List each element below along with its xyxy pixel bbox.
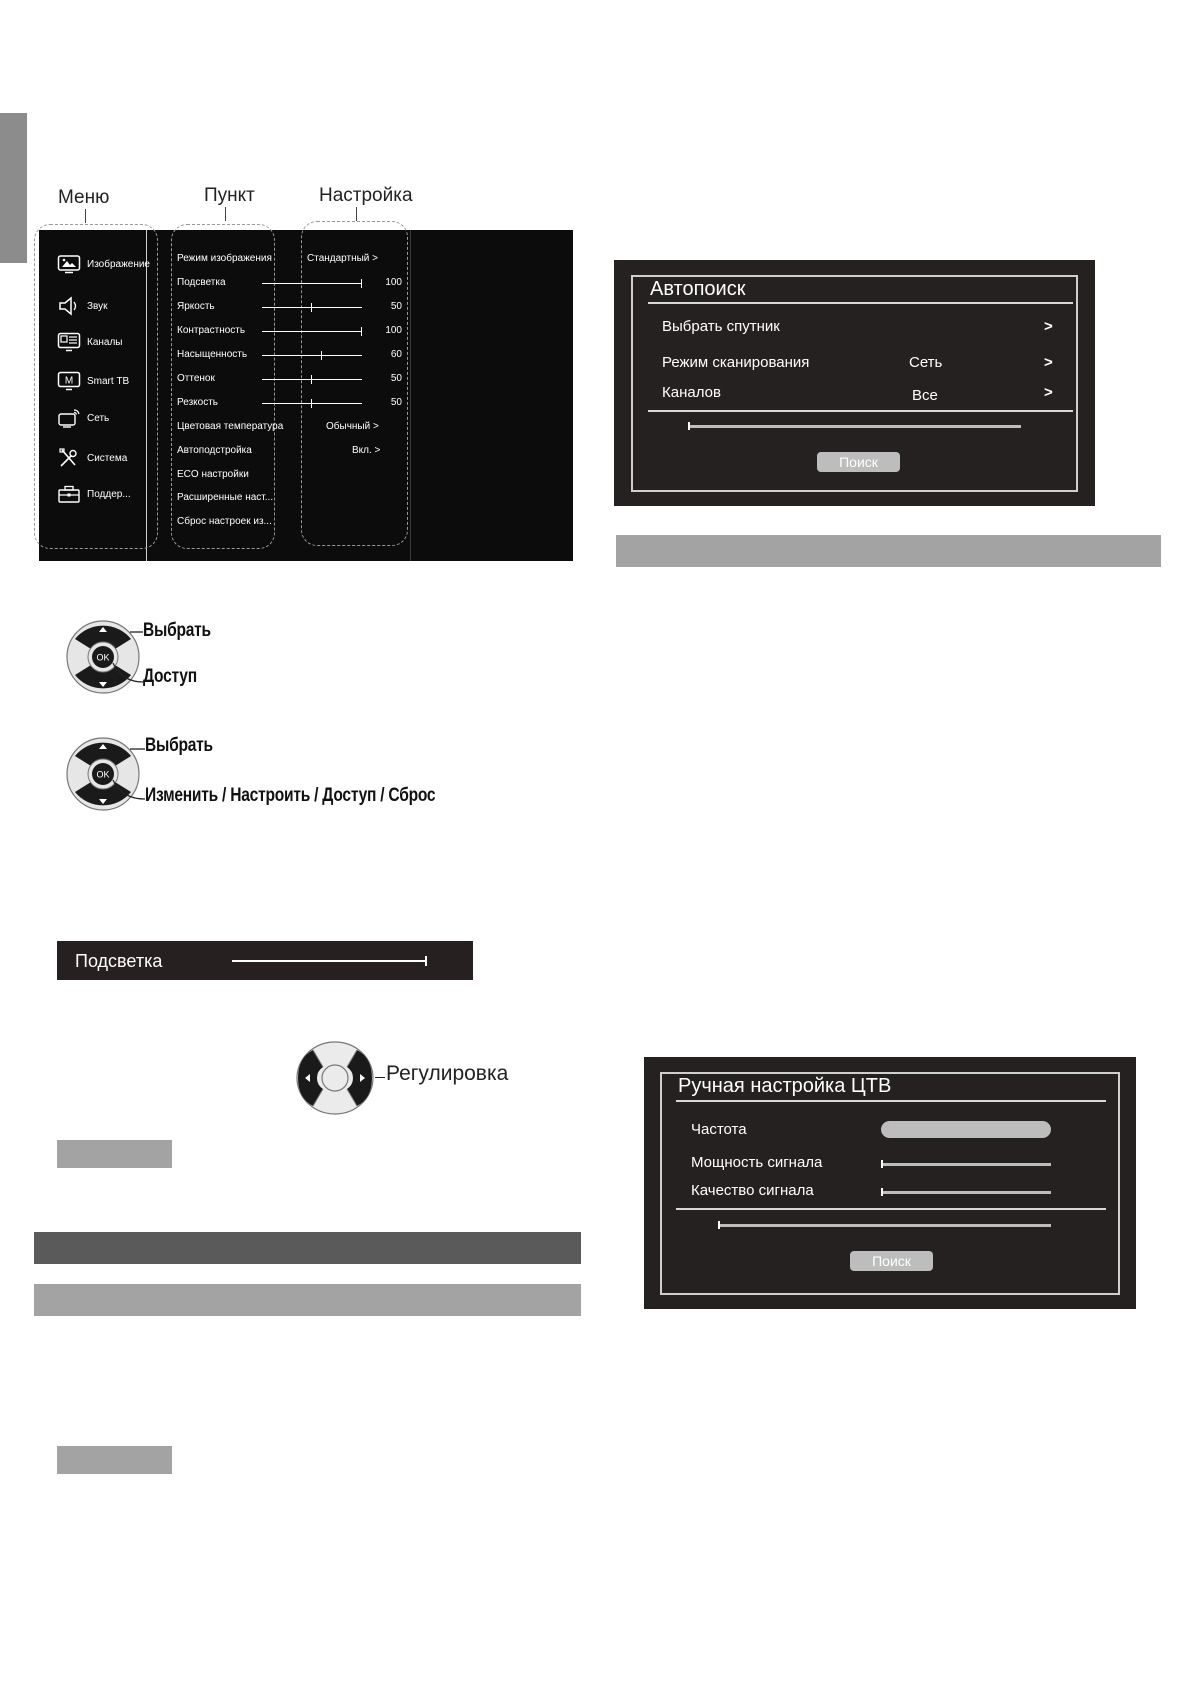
setting-row-tint[interactable] xyxy=(177,373,402,393)
dialog-title: Ручная настройка ЦТВ xyxy=(678,1075,892,1097)
menu-item-label: Поддер... xyxy=(87,488,131,500)
dtv-row-signal-quality xyxy=(644,1182,1136,1206)
row-label: Качество сигнала xyxy=(691,1182,814,1199)
channels-icon xyxy=(57,332,81,352)
setting-option[interactable]: Вкл. > xyxy=(352,445,381,456)
setting-label: Насыщенность xyxy=(177,349,248,360)
setting-row-brightness[interactable] xyxy=(177,301,402,321)
setting-label: Расширенные наст... xyxy=(177,492,274,503)
setting-label: Оттенок xyxy=(177,373,215,384)
tools-icon xyxy=(57,448,81,468)
bar-start-marker xyxy=(881,1188,883,1196)
callout-menu-line xyxy=(85,209,86,223)
setting-slider[interactable] xyxy=(262,307,362,308)
callout-setting-line xyxy=(356,207,357,221)
autosearch-row-channels[interactable] xyxy=(614,384,1095,408)
callout-item-line xyxy=(225,207,226,221)
svg-text:OK: OK xyxy=(96,652,110,663)
row-label: Мощность сигнала xyxy=(691,1154,823,1171)
setting-row-picture-mode[interactable] xyxy=(177,253,402,273)
adjust-leader-line xyxy=(375,1077,385,1078)
autosearch-row-satellite[interactable] xyxy=(614,318,1095,342)
autosearch-dialog xyxy=(614,260,1095,506)
menu-item-smart-tv[interactable] xyxy=(57,367,129,395)
autosearch-row-scan-mode[interactable] xyxy=(614,354,1095,378)
callout-setting: Настройка xyxy=(319,185,413,206)
grey-heading-bar xyxy=(57,1140,172,1168)
chevron-right-icon[interactable]: > xyxy=(1044,354,1053,371)
search-progress-bar xyxy=(718,1224,1051,1227)
dpad-left-right-icon xyxy=(295,1040,375,1116)
setting-value: 50 xyxy=(390,373,402,384)
setting-label: Цветовая температура xyxy=(177,421,284,432)
title-underline xyxy=(648,302,1073,304)
title-underline xyxy=(676,1100,1106,1102)
menu-item-channels[interactable] xyxy=(57,328,123,356)
setting-row-auto-adjust[interactable] xyxy=(177,445,402,465)
setting-slider[interactable] xyxy=(262,355,362,356)
setting-value: 50 xyxy=(390,301,402,312)
backlight-adjust-bar xyxy=(57,941,473,980)
setting-label: Сброс настроек из... xyxy=(177,516,272,527)
svg-text:OK: OK xyxy=(96,769,110,780)
setting-label: Подсветка xyxy=(177,277,226,288)
menu-item-support[interactable] xyxy=(57,480,131,508)
menu-item-sound[interactable] xyxy=(57,292,108,320)
progress-start-marker xyxy=(718,1221,720,1229)
menu-item-picture[interactable] xyxy=(57,250,150,278)
dark-section-bar xyxy=(34,1232,581,1264)
menu-item-label: Сеть xyxy=(87,412,110,424)
dialog-title: Автопоиск xyxy=(650,278,746,300)
setting-row-color-temperature[interactable] xyxy=(177,421,402,441)
frequency-input[interactable] xyxy=(881,1121,1051,1138)
pad-1-access-label: Доступ xyxy=(143,666,197,687)
setting-label: Контрастность xyxy=(177,325,246,336)
pad-1-select-label: Выбрать xyxy=(143,620,211,641)
setting-value: 100 xyxy=(385,325,402,336)
menu-item-label: Каналы xyxy=(87,336,123,348)
slider-knob[interactable] xyxy=(311,303,313,312)
manual-dtv-dialog xyxy=(644,1057,1136,1309)
progress-start-marker xyxy=(688,422,690,430)
support-toolbox-icon xyxy=(57,484,81,504)
setting-slider[interactable] xyxy=(262,283,362,284)
menu-item-label: Система xyxy=(87,452,128,464)
osd-main-menu xyxy=(39,230,573,561)
grey-section-bar-right xyxy=(616,535,1161,567)
picture-icon xyxy=(57,254,81,274)
slider-knob[interactable] xyxy=(321,351,323,360)
setting-slider[interactable] xyxy=(262,379,362,380)
pad-2-change-label: Изменить / Настроить / Доступ / Сброс xyxy=(145,785,436,806)
setting-row-eco[interactable] xyxy=(177,469,402,489)
row-label: Режим сканирования xyxy=(662,354,810,371)
dtv-row-signal-strength xyxy=(644,1154,1136,1178)
backlight-knob[interactable] xyxy=(425,956,427,966)
setting-value: 100 xyxy=(385,277,402,288)
backlight-slider[interactable] xyxy=(232,960,427,962)
menu-item-label: Звук xyxy=(87,300,108,312)
row-value[interactable]: Сеть xyxy=(909,354,943,371)
row-label: Каналов xyxy=(662,384,721,401)
setting-option[interactable]: Обычный > xyxy=(326,421,379,432)
network-icon xyxy=(57,408,81,428)
chevron-right-icon[interactable]: > xyxy=(1044,384,1053,401)
setting-label: Яркость xyxy=(177,301,215,312)
search-button[interactable]: Поиск xyxy=(850,1251,933,1271)
setting-option[interactable]: Стандартный > xyxy=(307,253,379,264)
smart-tv-icon xyxy=(57,371,81,391)
backlight-label: Подсветка xyxy=(75,951,163,971)
signal-quality-bar xyxy=(881,1191,1051,1194)
callout-menu: Меню xyxy=(58,187,110,208)
menu-item-system[interactable] xyxy=(57,444,127,472)
row-value[interactable]: Все xyxy=(912,387,938,404)
pad-1-leader-lines xyxy=(110,620,144,695)
setting-row-reset[interactable] xyxy=(177,516,402,536)
setting-row-saturation[interactable] xyxy=(177,349,402,369)
menu-item-label: Smart ТВ xyxy=(87,375,130,387)
grey-section-bar xyxy=(34,1284,581,1316)
dtv-row-frequency[interactable] xyxy=(644,1121,1136,1145)
setting-label: Автоподстройка xyxy=(177,445,252,456)
setting-row-backlight[interactable] xyxy=(177,277,402,297)
pad-2-select-label: Выбрать xyxy=(145,735,213,756)
setting-row-advanced[interactable] xyxy=(177,492,402,512)
row-label: Частота xyxy=(691,1121,747,1138)
rows-divider xyxy=(676,1208,1106,1210)
setting-value: 50 xyxy=(390,397,402,408)
setting-label: Резкость xyxy=(177,397,218,408)
menu-item-network[interactable] xyxy=(57,404,109,432)
chevron-right-icon[interactable]: > xyxy=(1044,318,1053,335)
slider-knob[interactable] xyxy=(311,399,313,408)
slider-knob[interactable] xyxy=(361,327,363,336)
rows-divider xyxy=(648,410,1073,412)
adjust-label: Регулировка xyxy=(386,1062,509,1085)
setting-row-contrast[interactable] xyxy=(177,325,402,345)
callout-item: Пункт xyxy=(204,185,255,206)
slider-knob[interactable] xyxy=(311,375,313,384)
setting-slider[interactable] xyxy=(262,403,362,404)
pad-2-leader-lines xyxy=(110,737,146,812)
search-progress-bar xyxy=(688,425,1021,428)
remote-pad-adjust xyxy=(295,1040,375,1116)
row-label: Выбрать спутник xyxy=(662,318,780,335)
speaker-icon xyxy=(57,296,81,316)
setting-slider[interactable] xyxy=(262,331,362,332)
menu-item-label: Изображение xyxy=(87,258,150,270)
page-side-tab xyxy=(0,113,27,263)
setting-row-sharpness[interactable] xyxy=(177,397,402,417)
search-button[interactable]: Поиск xyxy=(817,452,900,472)
setting-label: ECO настройки xyxy=(177,469,249,480)
slider-knob[interactable] xyxy=(361,279,363,288)
setting-label: Режим изображения xyxy=(177,253,272,264)
settings-divider xyxy=(410,230,411,561)
signal-strength-bar xyxy=(881,1163,1051,1166)
bar-start-marker xyxy=(881,1160,883,1168)
svg-text:M: M xyxy=(64,375,74,387)
grey-heading-bar xyxy=(57,1446,172,1474)
setting-value: 60 xyxy=(390,349,402,360)
